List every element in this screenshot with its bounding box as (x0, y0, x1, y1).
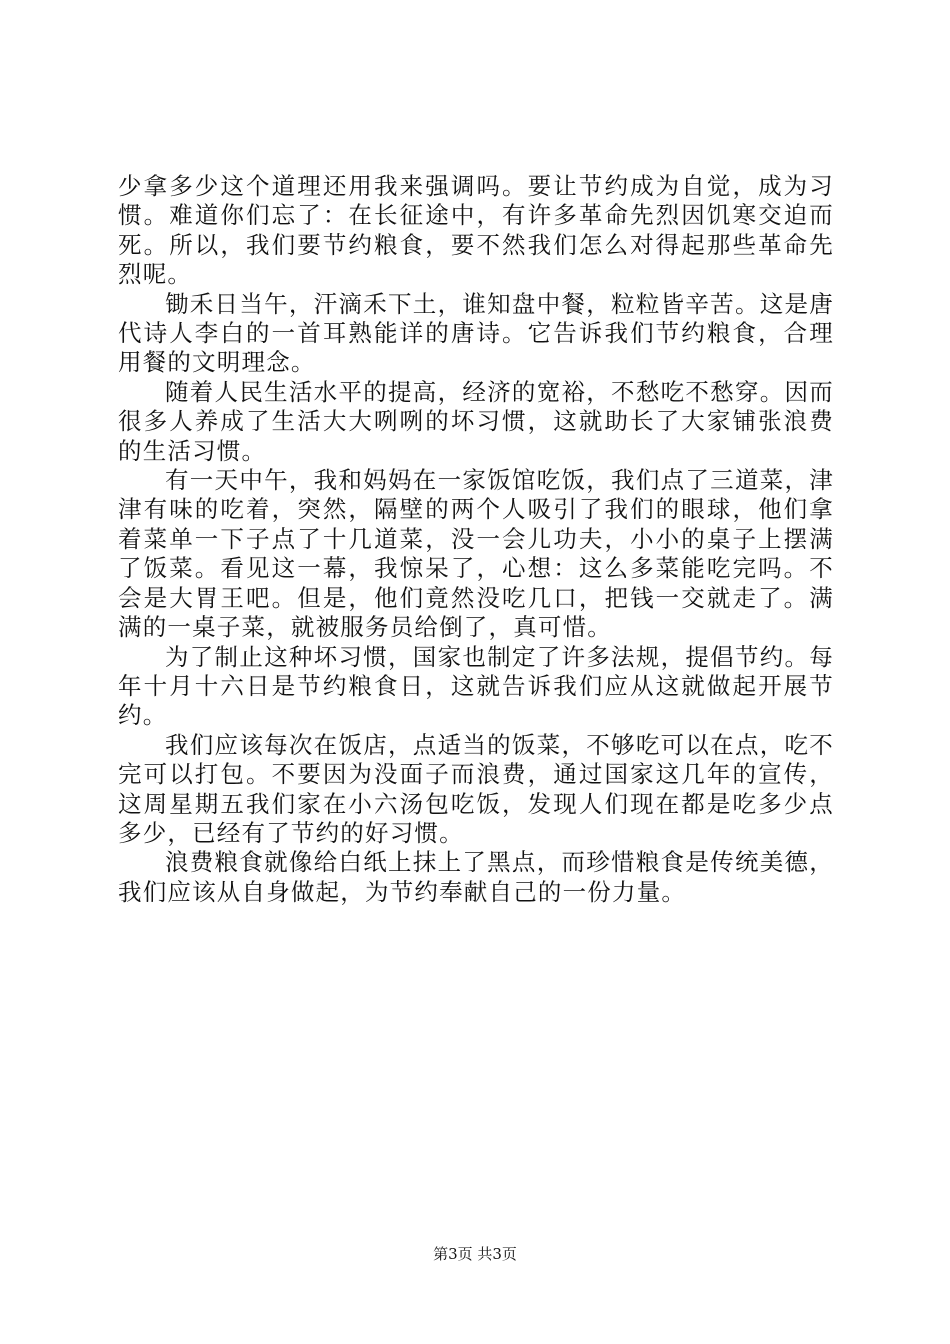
page-number-footer: 第3页 共3页 (433, 1245, 517, 1263)
paragraph-poem: 锄禾日当午，汗滴禾下土，谁知盘中餐，粒粒皆辛苦。这是唐代诗人李白的一首耳熟能详的唐诗。它告诉我们节约粮食，合理用餐的文明理念。 (118, 289, 834, 377)
paragraph-conclusion: 浪费粮食就像给白纸上抹上了黑点，而珍惜粮食是传统美德，我们应该从自身做起，为节约奉献自己的一份力量。 (118, 848, 834, 906)
paragraph-regulations: 为了制止这种坏习惯，国家也制定了许多法规，提倡节约。每年十月十六日是节约粮食日，这就告诉我们应从这就做起开展节约。 (118, 642, 834, 730)
paragraph-continued: 少拿多少这个道理还用我来强调吗。要让节约成为自觉，成为习惯。难道你们忘了：在长征途中，有许多革命先烈因饥寒交迫而死。所以，我们要节约粮食，要不然我们怎么对得起那些革命先烈呢。 (118, 172, 834, 289)
document-body (118, 172, 834, 907)
paragraph-restaurant-story: 有一天中午，我和妈妈在一家饭馆吃饭，我们点了三道菜，津津有味的吃着，突然，隔壁的两个人吸引了我们的眼球，他们拿着菜单一下子点了十几道菜，没一会儿功夫，小小的桌子上摆满了饭菜。看见这一幕，我惊呆了，心想：这么多菜能吃完吗。不会是大胃王吧。但是，他们竟然没吃几口，把钱一交就走了。满满的一桌子菜，就被服务员给倒了，真可惜。 (118, 466, 834, 642)
paragraph-good-habits: 我们应该每次在饭店，点适当的饭菜，不够吃可以在点，吃不完可以打包。不要因为没面子而浪费，通过国家这几年的宣传，这周星期五我们家在小六汤包吃饭，发现人们现在都是吃多少点多少，已经有了节约的好习惯。 (118, 730, 834, 847)
paragraph-living-standards: 随着人民生活水平的提高，经济的宽裕，不愁吃不愁穿。因而很多人养成了生活大大咧咧的坏习惯，这就助长了大家铺张浪费的生活习惯。 (118, 377, 834, 465)
